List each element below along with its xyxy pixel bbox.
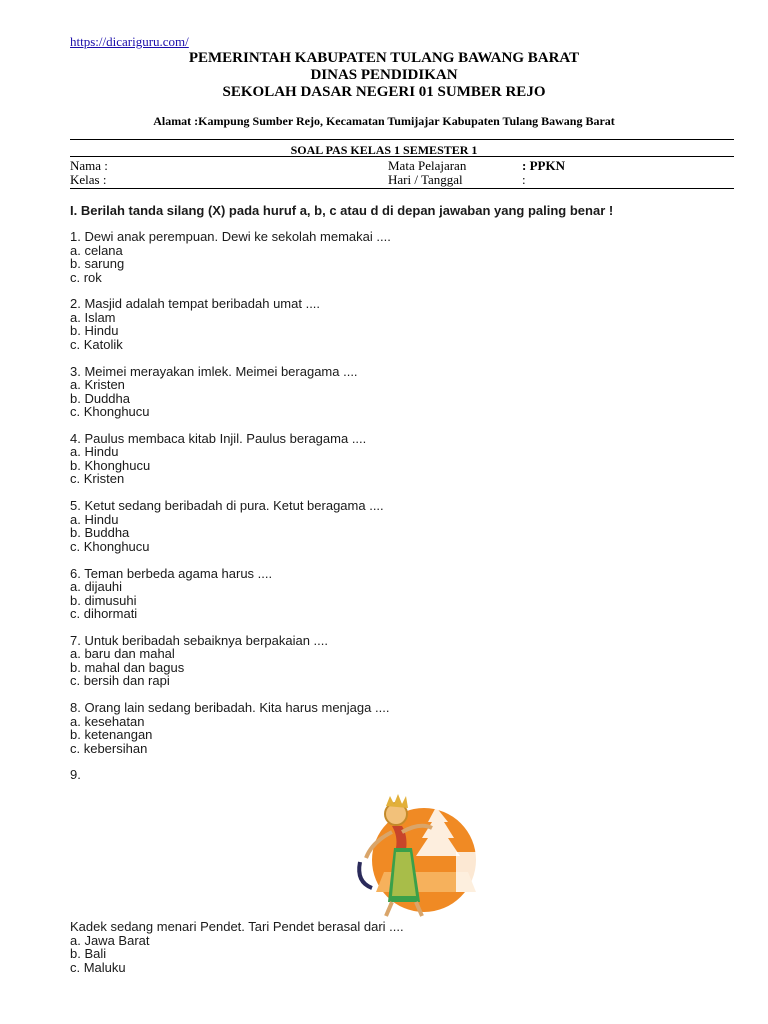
question-3-text: 3. Meimei merayakan imlek. Meimei beragama .... bbox=[70, 363, 358, 379]
question-7-option-c[interactable]: c. bersih dan rapi bbox=[70, 673, 170, 689]
question-9-text: Kadek sedang menari Pendet. Tari Pendet berasal dari .... bbox=[70, 919, 404, 934]
question-1-option-a[interactable]: a. celana bbox=[70, 242, 123, 258]
question-7 bbox=[70, 634, 328, 688]
question-5-option-a[interactable]: a. Hindu bbox=[70, 511, 119, 527]
header-school: SEKOLAH DASAR NEGERI 01 SUMBER REJO bbox=[222, 84, 546, 100]
question-1-option-b[interactable]: b. sarung bbox=[70, 256, 125, 271]
question-9-option-a[interactable]: a. Jawa Barat bbox=[70, 932, 150, 948]
question-1 bbox=[70, 230, 391, 284]
question-5 bbox=[70, 499, 384, 553]
exam-title: SOAL PAS KELAS 1 SEMESTER 1 bbox=[290, 143, 478, 157]
question-3 bbox=[70, 365, 358, 419]
question-6 bbox=[70, 567, 272, 621]
question-8 bbox=[70, 701, 389, 755]
question-5-text: 5. Ketut sedang beribadah di pura. Ketut beragama .... bbox=[70, 498, 384, 514]
question-9-number: 9. bbox=[70, 767, 81, 782]
source-url[interactable]: https://dicariguru.com/ bbox=[70, 34, 189, 49]
question-9 bbox=[70, 920, 404, 974]
hari-label: Hari / Tanggal bbox=[388, 172, 463, 187]
question-5-option-b[interactable]: b. Buddha bbox=[70, 525, 130, 541]
question-2-option-c[interactable]: c. Katolik bbox=[70, 336, 123, 352]
question-8-option-a[interactable]: a. kesehatan bbox=[70, 713, 145, 729]
question-7-text: 7. Untuk beribadah sebaiknya berpakaian .... bbox=[70, 632, 329, 648]
question-4-option-b[interactable]: b. Khonghucu bbox=[70, 457, 151, 473]
question-7-option-b[interactable]: b. mahal dan bagus bbox=[70, 659, 185, 675]
question-6-option-b[interactable]: b. dimusuhi bbox=[70, 592, 137, 608]
question-7-option-a[interactable]: a. baru dan mahal bbox=[70, 646, 175, 662]
question-6-text: 6. Teman berbeda agama harus .... bbox=[70, 565, 273, 581]
nama-label: Nama : bbox=[70, 158, 108, 173]
question-2-option-a[interactable]: a. Islam bbox=[70, 309, 116, 325]
school-address: Alamat :Kampung Sumber Rejo, Kecamatan Tumijajar Kabupaten Tulang Bawang Barat bbox=[153, 114, 615, 128]
mapel-value: : PPKN bbox=[522, 158, 565, 173]
question-9-option-c[interactable]: c. Maluku bbox=[70, 959, 126, 975]
question-8-option-c[interactable]: c. kebersihan bbox=[70, 740, 148, 756]
divider-info bbox=[70, 188, 734, 189]
instruction: I. Berilah tanda silang (X) pada huruf a, b, c atau d di depan jawaban yang paling benar ! bbox=[70, 203, 614, 218]
question-2 bbox=[70, 297, 320, 351]
mapel-label: Mata Pelajaran bbox=[388, 158, 467, 173]
question-2-text: 2. Masjid adalah tempat beribadah umat .... bbox=[70, 296, 321, 312]
question-5-option-c[interactable]: c. Khonghucu bbox=[70, 538, 150, 554]
question-9-option-b[interactable]: b. Bali bbox=[70, 946, 107, 961]
question-8-text: 8. Orang lain sedang beribadah. Kita harus menjaga .... bbox=[70, 700, 390, 716]
hari-value: : bbox=[522, 172, 526, 187]
divider-title bbox=[70, 156, 734, 157]
kelas-label: Kelas : bbox=[70, 172, 107, 187]
question-4 bbox=[70, 432, 366, 486]
divider-top bbox=[70, 139, 734, 140]
pendet-dancer-illustration bbox=[336, 792, 516, 922]
question-3-option-c[interactable]: c. Khonghucu bbox=[70, 404, 150, 420]
question-2-option-b[interactable]: b. Hindu bbox=[70, 323, 119, 339]
question-1-option-c[interactable]: c. rok bbox=[70, 269, 102, 285]
question-6-option-a[interactable]: a. dijauhi bbox=[70, 579, 123, 594]
question-4-option-c[interactable]: c. Kristen bbox=[70, 471, 125, 487]
question-3-option-a[interactable]: a. Kristen bbox=[70, 377, 125, 393]
question-8-option-b[interactable]: b. ketenangan bbox=[70, 727, 153, 743]
question-4-option-a[interactable]: a. Hindu bbox=[70, 444, 119, 460]
header-government: PEMERINTAH KABUPATEN TULANG BAWANG BARAT bbox=[188, 50, 580, 66]
question-4-text: 4. Paulus membaca kitab Injil. Paulus beragama .... bbox=[70, 430, 367, 446]
question-1-text: 1. Dewi anak perempuan. Dewi ke sekolah memakai .... bbox=[70, 229, 391, 244]
header-department: DINAS PENDIDIKAN bbox=[310, 67, 458, 83]
question-3-option-b[interactable]: b. Duddha bbox=[70, 390, 130, 406]
question-6-option-c[interactable]: c. dihormati bbox=[70, 606, 138, 621]
